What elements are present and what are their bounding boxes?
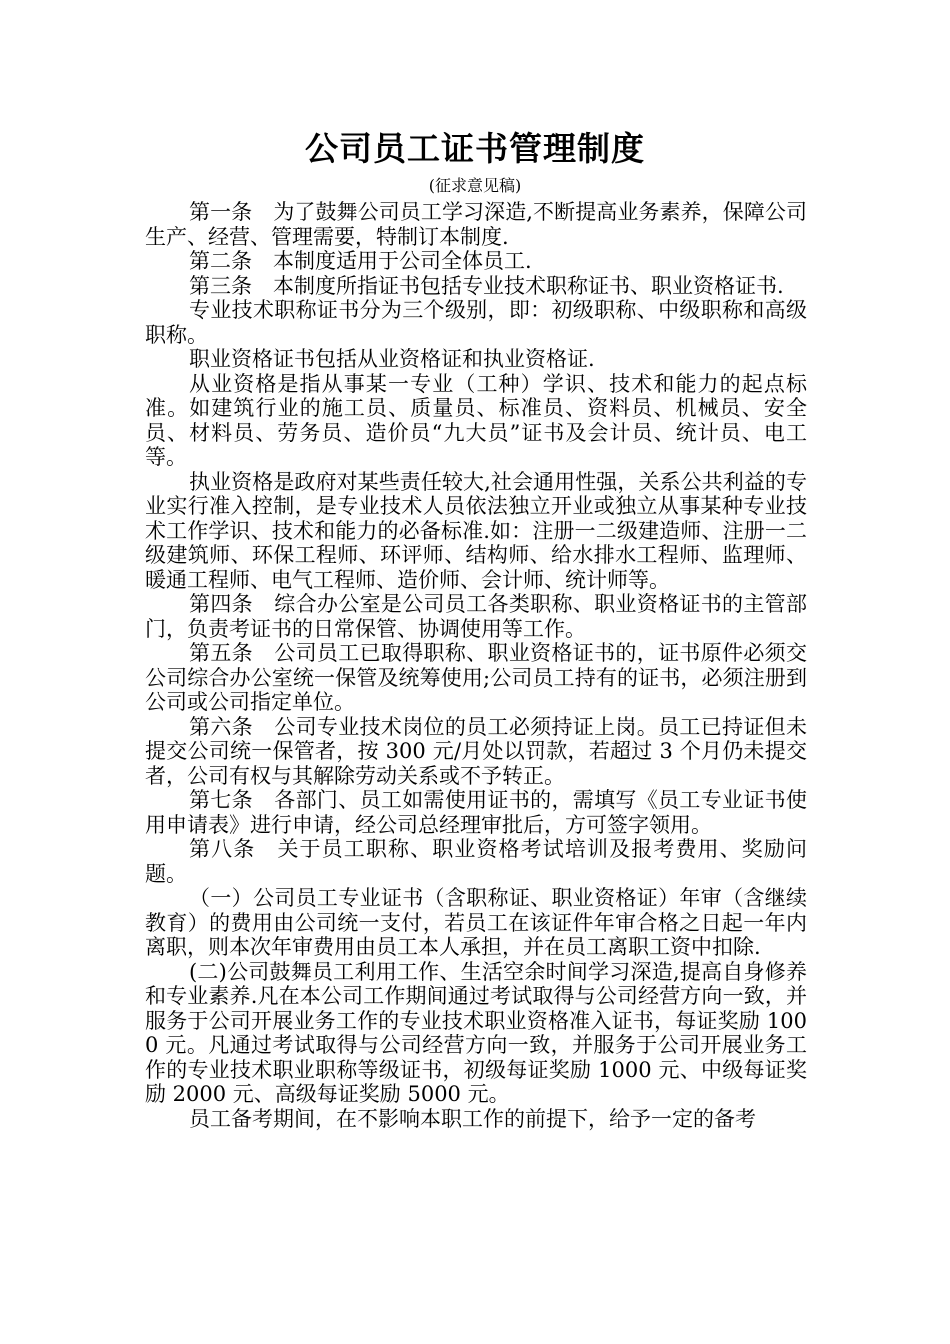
article-1: 第一条 为了鼓舞公司员工学习深造,不断提高业务素养，保障公司生产、经营、管理需要，特制订本制度. [145,200,807,249]
paragraph-licensed-qualification: 执业资格是政府对某些责任较大,社会通用性强，关系公共利益的专业实行准入控制，是专业技术人员依法独立开业或独立从事某种专业技术工作学识、技术和能力的必备标准.如：注册一二级建造师、注册一二级建筑师、环保工程师、环评师、结构师、给水排水工程师、监理师、暖通工程师、电气工程师、造价师、会计师、统计师等。 [145,469,807,592]
article-3: 第三条 本制度所指证书包括专业技术职称证书、职业资格证书. [189,273,784,298]
paragraph-title-certificate-levels: 专业技术职称证书分为三个级别，即：初级职称、中级职称和高级职称。 [145,298,807,347]
article-8-item-1: （一）公司员工专业证书（含职称证、职业资格证）年审（含继续教育）的费用由公司统一支付，若员工在该证件年审合格之日起一年内离职，则本次年审费用由员工本人承担，并在员工离职工资中扣除. [145,886,807,959]
article-6: 第六条 公司专业技术岗位的员工必须持证上岗。员工已持证但未提交公司统一保管者，按 300 元/月处以罚款，若超过 3 个月仍未提交者，公司有权与其解除劳动关系或不予转正。 [145,714,807,788]
paragraph-practice-qualification: 从业资格是指从事某一专业（工种）学识、技术和能力的起点标准。如建筑行业的施工员、质量员、标准员、资料员、机械员、安全员、材料员、劳务员、造价员“九大员”证书及会计员、统计员、电工等。 [145,371,807,469]
article-8: 第八条 关于员工职称、职业资格考试培训及报考费用、奖励问题。 [145,837,807,886]
paragraph-exam-preparation: 员工备考期间，在不影响本职工作的前提下，给予一定的备考 [189,1106,756,1131]
article-7: 第七条 各部门、员工如需使用证书的，需填写《员工专业证书使用申请表》进行申请，经公司总经理审批后，方可签字领用。 [145,788,807,837]
article-2: 第二条 本制度适用于公司全体员工. [189,249,532,273]
paragraph-qualification-types: 职业资格证书包括从业资格证和执业资格证. [189,347,595,371]
document-subtitle: (征求意见稿) [428,176,522,195]
article-4: 第四条 综合办公室是公司员工各类职称、职业资格证书的主管部门，负责考证书的日常保管、协调使用等工作。 [145,592,807,641]
document-title: 公司员工证书管理制度 [305,129,645,168]
article-5: 第五条 公司员工已取得职称、职业资格证书的，证书原件必须交公司综合办公室统一保管及统筹使用;公司员工持有的证书，必须注册到公司或公司指定单位。 [145,641,807,714]
article-8-item-2: (二)公司鼓舞员工利用工作、生活空余时间学习深造,提高自身修养和专业素养.凡在本公司工作期间通过考试取得与公司经营方向一致，并服务于公司开展业务工作的专业技术职业资格准入证书，每证奖励 1000 元。凡通过考试取得与公司经营方向一致，并服务于公司开展业务工作的专业技术职业职称等级证书，初级每证奖励 1000 元、中级每证奖励 2000 元、高级每证奖励 5000 元。 [145,959,807,1106]
document-body [145,200,807,1131]
